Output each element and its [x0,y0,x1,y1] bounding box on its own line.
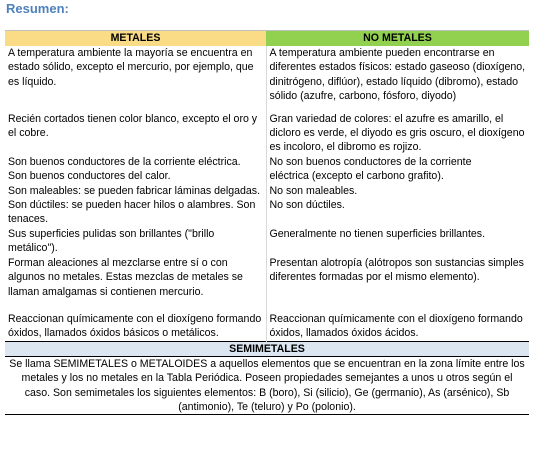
table-row [5,169,529,183]
metal-cell: A temperatura ambiente la mayoría se encuentra en estado sólido, excepto el mercurio, por ejemplo, que es líquido. [5,46,266,104]
nometal-cell: A temperatura ambiente pueden encontrarse en diferentes estados físicos: estado gaseoso (dioxígeno, dinitrógeno, diflúor), estado líquido (dibromo), estado sólido (azufre, carbono, fósforo, diyodo) [269,47,526,103]
no-metales-header: NO METALES [266,31,529,47]
table-row [5,312,529,341]
table-row [5,198,529,227]
semimetales-text: Se llama SEMIMETALES o METALOIDES a aquellos elementos que se encuentran en la zona límite entre los metales y los no metales en la Tabla Periódica. Poseen propiedades semejantes a unos u otros según el caso. Son semimetales los siguientes elementos: B (boro), Si (silicio), Ge (germanio), As (arsénico), Sb (antimonio), Te (teluro) y Po (polonio). [5,356,529,415]
metal-cell: Forman aleaciones al mezclarse entre sí o con algunos no metales. Estas mezclas de metales se llaman amalgamas si contienen mercurio. [5,256,266,299]
metal-cell: Son buenos conductores del calor. [5,169,266,183]
table-row [5,155,529,169]
nometal-cell: No son dúctiles. [269,199,345,212]
metales-header: METALES [5,31,266,47]
nometal-cell: No son buenos conductores de la corriente [269,155,472,168]
metal-cell: Son buenos conductores de la corriente eléctrica. [5,155,266,169]
semimetales-body-row [5,356,529,415]
table-row [5,46,529,104]
header-row [5,31,529,47]
nometal-cell: No son maleables. [269,184,358,197]
table-row [5,184,529,198]
nometal-cell: Reaccionan químicamente con el dioxígeno formando óxidos, llamados óxidos ácidos. [269,312,523,340]
metal-cell: Recién cortados tienen color blanco, excepto el oro y el cobre. [5,112,266,155]
table-row [5,112,529,155]
nometal-cell: Generalmente no tienen superficies brillantes. [269,227,486,240]
semimetales-header-row [5,341,529,356]
comparison-table [5,30,529,415]
nometal-cell: eléctrica (excepto el carbono grafito). [269,170,444,183]
metal-cell: Son dúctiles: se pueden hacer hilos o alambres. Son tenaces. [5,198,266,227]
metal-cell: Son maleables: se pueden fabricar láminas delgadas. [5,184,266,198]
table-row [5,256,529,299]
page-title: Resumen: [6,1,69,16]
table-row [5,227,529,256]
metal-cell: Sus superficies pulidas son brillantes ("brillo metálico"). [5,227,266,256]
semimetales-header: SEMIMETALES [5,341,529,356]
nometal-cell: Gran variedad de colores: el azufre es amarillo, el dicloro es verde, el diyodo es gris oscuro, el dioxígeno es incoloro, el dibromo es rojizo. [269,112,525,154]
nometal-cell: Presentan alotropía (alótropos son sustancias simples diferentes formadas por el mismo elemento). [269,256,524,284]
metal-cell: Reaccionan químicamente con el dioxígeno formando óxidos, llamados óxidos básicos o metálicos. [5,312,266,341]
